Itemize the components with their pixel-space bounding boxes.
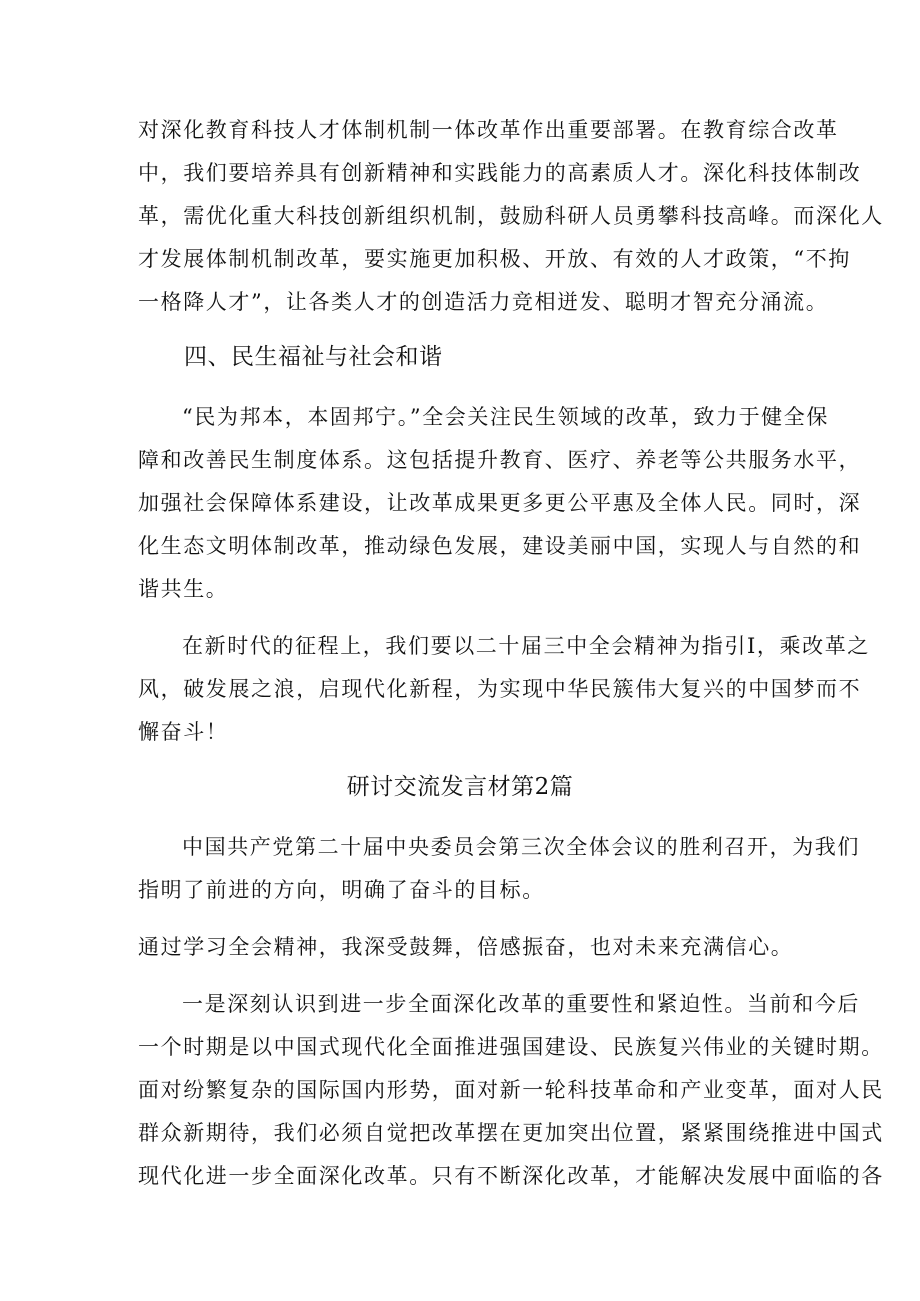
paragraph-line: 一格降人才”，让各类人才的创造活力竞相迸发、聪明才智充分涌流。	[138, 290, 829, 314]
paragraph-line: 加强社会保障体系建设，让改革成果更多更公平惠及全体人民。同时，深	[138, 491, 862, 515]
paragraph-line: 通过学习全会精神，我深受鼓舞，倍感振奋，也对未来充满信心。	[138, 935, 794, 959]
paragraph-line: “民为邦本，本固邦宁。”全会关注民生领域的改革，致力于健全保	[182, 405, 829, 429]
paragraph-line: 对深化教育科技人才体制机制一体改革作出重要部署。在教育综合改革	[138, 118, 839, 142]
paragraph-line: 在新时代的征程上，我们要以二十届三中全会精神为指引I，乘改革之	[182, 634, 870, 658]
paragraph-line: 障和改善民生制度体系。这包括提升教育、医疗、养老等公共服务水平，	[138, 448, 862, 472]
paragraph-line: 才发展体制机制改革，要实施更加积极、开放、有效的人才政策，“不拘	[138, 247, 851, 271]
paragraph-line: 革，需优化重大科技创新组织机制，鼓励科研人员勇攀科技高峰。而深化人	[138, 204, 884, 228]
paragraph-line: 中，我们要培养具有创新精神和实践能力的高素质人才。深化科技体制改	[138, 161, 862, 185]
paragraph-line: 现代化进一步全面深化改革。只有不断深化改革，才能解决发展中面临的各	[138, 1164, 884, 1188]
paragraph-line: 化生态文明体制改革，推动绿色发展，建设美丽中国，实现人与自然的和	[138, 534, 862, 558]
paragraph-line: 一是深刻认识到进一步全面深化改革的重要性和紧迫性。当前和今后	[182, 992, 860, 1016]
paragraph-line: 指明了前进的方向，明确了奋斗的目标。	[138, 878, 545, 902]
paragraph-line: 懈奋斗！	[138, 720, 229, 744]
paragraph-line: 谐共生。	[138, 577, 229, 601]
paragraph-line: 群众新期待，我们必须自觉把改革摆在更加突出位置，紧紧围绕推进中国式	[138, 1121, 884, 1145]
section-heading: 四、民生福祉与社会和谐	[184, 344, 443, 370]
paragraph-line: 风，破发展之浪，启现代化新程，为实现中华民簇伟大复兴的中国梦而不	[138, 677, 862, 701]
paragraph-line: 面对纷繁复杂的国际国内形势，面对新一轮科技革命和产业变革，面对人民	[138, 1078, 884, 1102]
paragraph-line: 一个时期是以中国式现代化全面推进强国建设、民族复兴伟业的关键时期。	[138, 1035, 884, 1059]
paragraph-line: 中国共产党第二十届中央委员会第三次全体会议的胜利召开，为我们	[182, 835, 860, 859]
section-title: 研讨交流发言材第2篇	[346, 774, 574, 800]
